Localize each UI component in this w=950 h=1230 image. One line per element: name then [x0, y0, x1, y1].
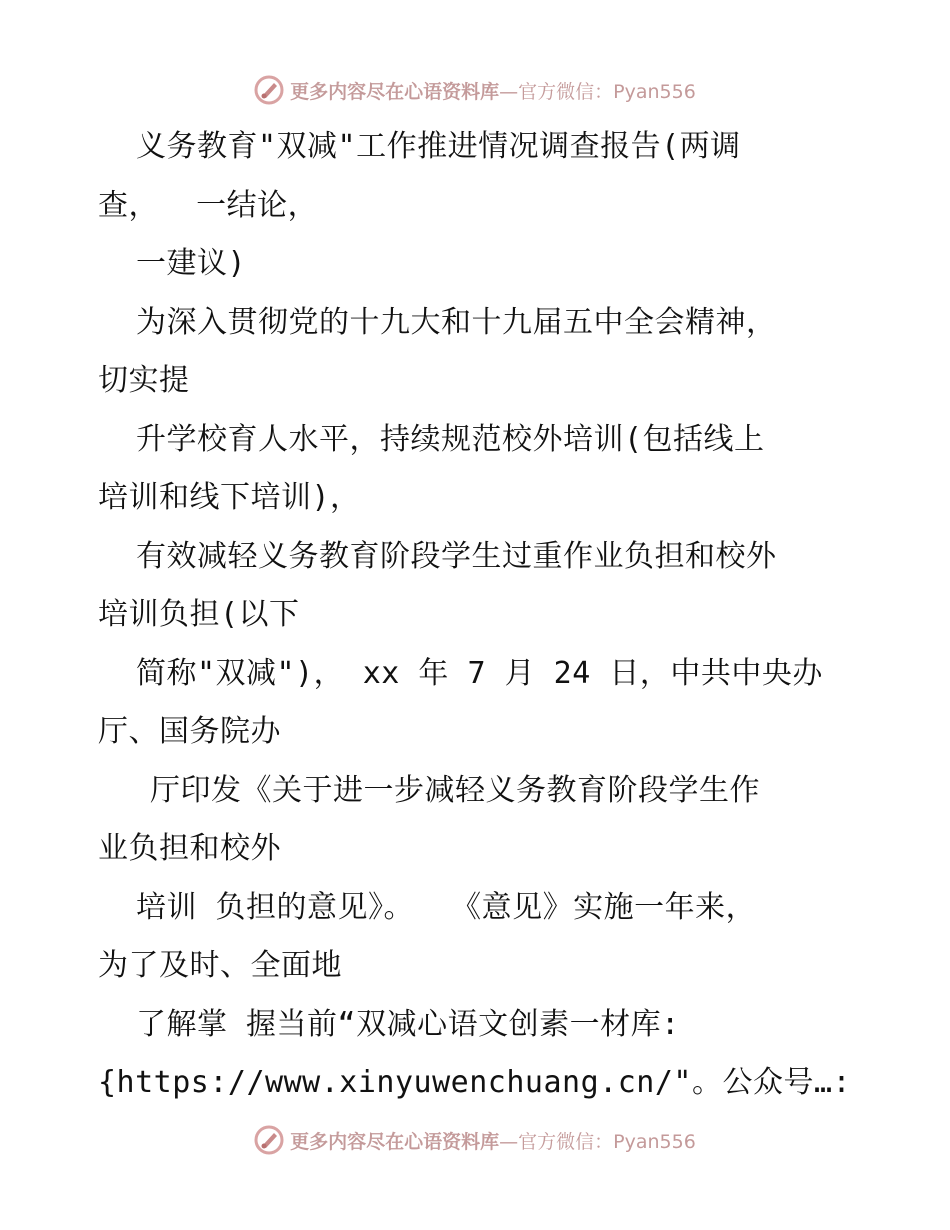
- text-line: 了解掌 握当前“双减心语文创素一材库:: [136, 1006, 680, 1042]
- text-line: 厅、国务院办: [98, 714, 281, 749]
- text-line: 升学校育人水平，持续规范校外培训(包括线上: [136, 421, 765, 457]
- logo-icon: [254, 75, 284, 105]
- text-line: 培训和线下培训)，: [98, 480, 361, 515]
- text-line: 简称"双减")， xx 年 7 月 24 日，中共中央办: [136, 655, 823, 691]
- text-line: 厅印发《关于进一步减轻义务教育阶段学生作: [150, 772, 760, 808]
- logo-icon: [254, 1125, 284, 1155]
- document-body: [98, 118, 868, 1113]
- header-watermark: [0, 70, 950, 110]
- watermark-wechat: —官方微信：Pyan556: [499, 1130, 696, 1153]
- text-line: 义务教育"双减"工作推进情况调查报告(两调: [136, 129, 741, 164]
- text-line: 培训 负担的意见》。 《意见》实施一年来，: [136, 889, 757, 925]
- footer-watermark: [0, 1120, 950, 1160]
- text-line: 切实提: [98, 363, 190, 398]
- text-line: 一建议): [136, 246, 247, 281]
- watermark-wechat: —官方微信：Pyan556: [499, 80, 696, 103]
- text-line: 业负担和校外: [98, 831, 281, 866]
- text-line: {https://www.xinyuwenchuang.cn/"。公众号…:: [98, 1065, 852, 1100]
- watermark-text: 更多内容尽在心语资料库: [290, 1130, 500, 1153]
- text-line: 培训负担(以下: [98, 597, 300, 632]
- text-line: 有效减轻义务教育阶段学生过重作业负担和校外: [136, 538, 777, 574]
- watermark-text: 更多内容尽在心语资料库: [290, 80, 500, 103]
- text-line: 为了及时、全面地: [98, 948, 342, 983]
- text-line: 为深入贯彻党的十九大和十九届五中全会精神，: [136, 304, 777, 340]
- text-line: 查， 一结论，: [98, 187, 319, 223]
